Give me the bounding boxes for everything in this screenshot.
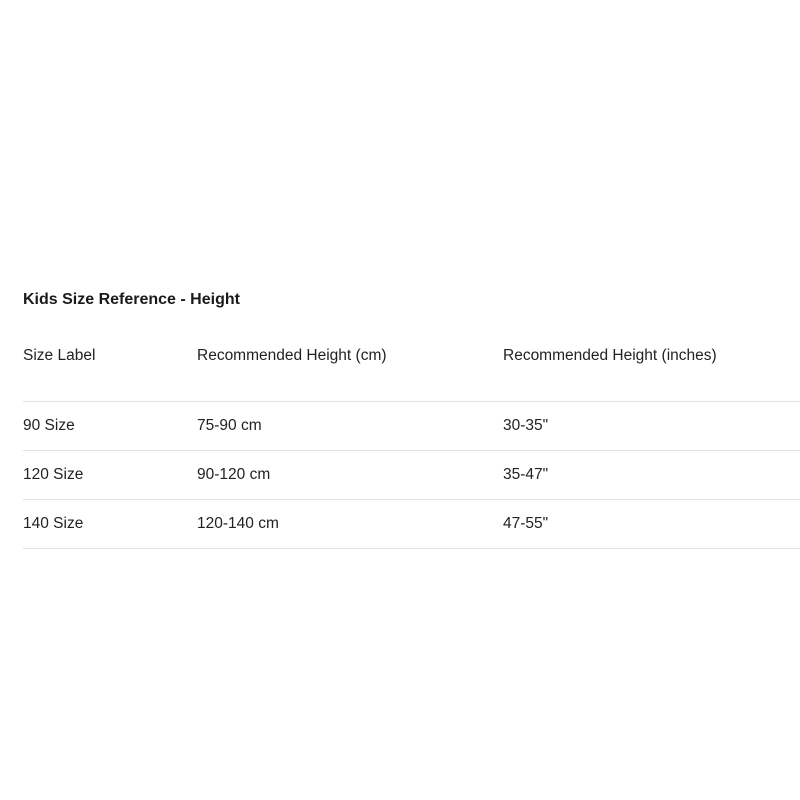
- size-table: [23, 345, 800, 549]
- table-header-row: [23, 345, 800, 402]
- header-height-cm: Recommended Height (cm): [197, 345, 503, 402]
- cell-height-cm: 75-90 cm: [197, 402, 503, 451]
- cell-size-label: 90 Size: [23, 402, 197, 451]
- header-size-label: Size Label: [23, 345, 197, 402]
- header-height-inches: Recommended Height (inches): [503, 345, 800, 402]
- size-reference-section: [23, 288, 800, 549]
- table-row: [23, 402, 800, 451]
- cell-size-label: 140 Size: [23, 500, 197, 549]
- cell-height-cm: 90-120 cm: [197, 451, 503, 500]
- cell-height-inches: 47-55": [503, 500, 800, 549]
- table-row: [23, 451, 800, 500]
- cell-height-inches: 30-35": [503, 402, 800, 451]
- cell-size-label: 120 Size: [23, 451, 197, 500]
- table-row: [23, 500, 800, 549]
- cell-height-cm: 120-140 cm: [197, 500, 503, 549]
- cell-height-inches: 35-47": [503, 451, 800, 500]
- table-title: Kids Size Reference - Height: [23, 291, 240, 308]
